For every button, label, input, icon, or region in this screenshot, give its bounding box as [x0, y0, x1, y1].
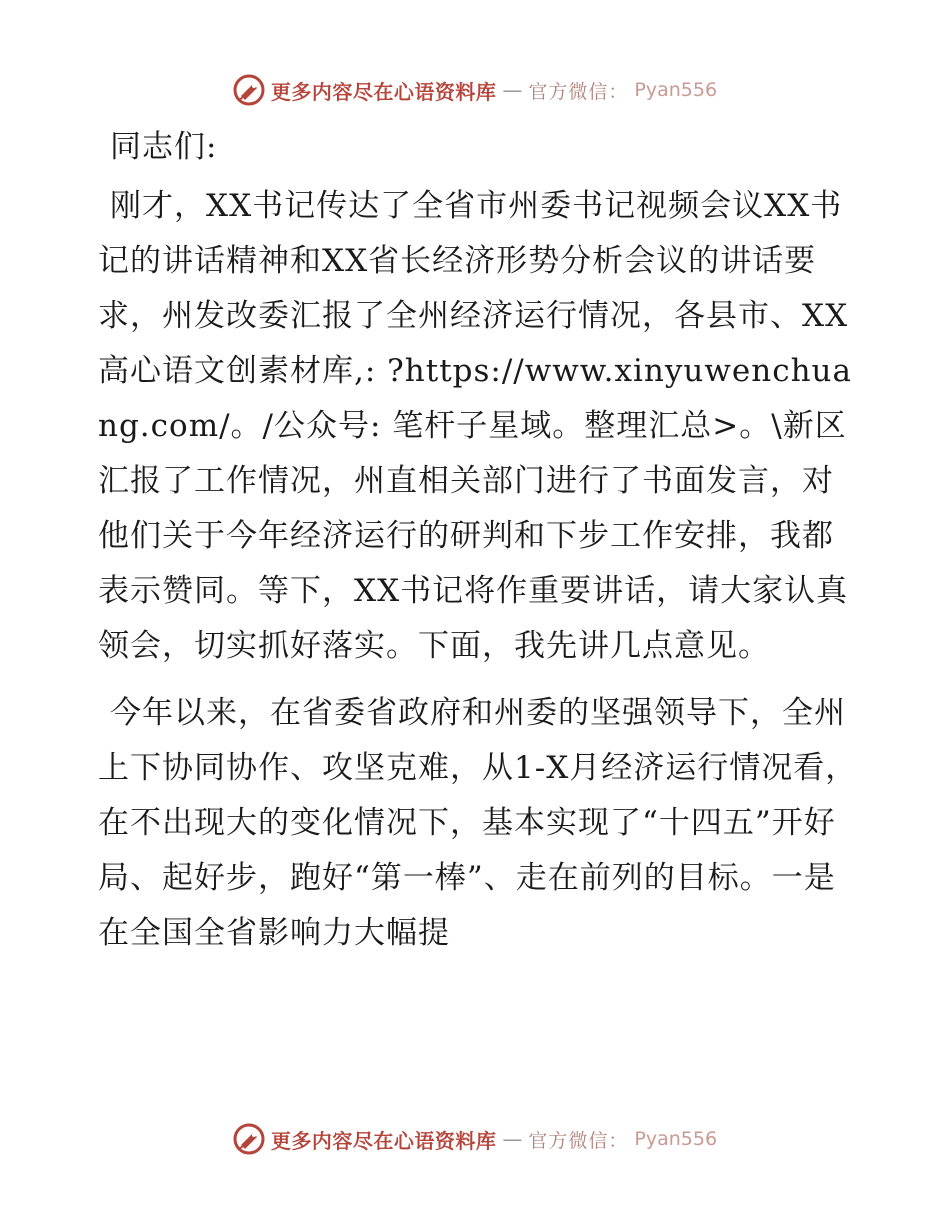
footer-wechat-id: Pyan556: [634, 1128, 718, 1150]
page-header-watermark: [0, 68, 950, 112]
header-official-label: 官方微信：: [528, 80, 629, 103]
paragraph-1: 刚才，XX书记传达了全省市州委书记视频会议XX书记的讲话精神和XX省长经济形势分析会议的讲话要求，州发改委汇报了全州经济运行情况，各县市、XX高心语文创素材库,: ?https://www.xinyuwenchuang.com/。/公众号: 笔杆子星域。整理汇总>。\新区汇报了工作情况，州直相关部门进行了书面发言，对他们关于今年经济运行的研判和下步工作安排，我都表示赞同。等下，XX书记将作重要讲话，请大家认真领会，切实抓好落实。下面，我先讲几点意见。: [98, 188, 852, 664]
pen-nib-logo-icon: [233, 1123, 265, 1155]
document-body: [98, 120, 858, 961]
page-footer-watermark: [0, 1117, 950, 1161]
header-brand-text: 更多内容尽在心语资料库: [270, 79, 497, 104]
greeting: 同志们:: [110, 129, 218, 165]
header-wechat-id: Pyan556: [634, 79, 718, 101]
footer-brand-text: 更多内容尽在心语资料库: [270, 1128, 497, 1153]
header-separator: —: [502, 78, 523, 102]
pen-nib-logo-icon: [233, 74, 265, 106]
paragraph-2: 今年以来，在省委省政府和州委的坚强领导下，全州上下协同协作、攻坚克难，从1-X月经济运行情况看，在不出现大的变化情况下，基本实现了“十四五”开好局、起好步，跑好“第一棒”、走在前列的目标。一是在全国全省影响力大幅提: [98, 695, 858, 951]
footer-official-label: 官方微信：: [528, 1129, 629, 1152]
footer-separator: —: [502, 1127, 523, 1151]
